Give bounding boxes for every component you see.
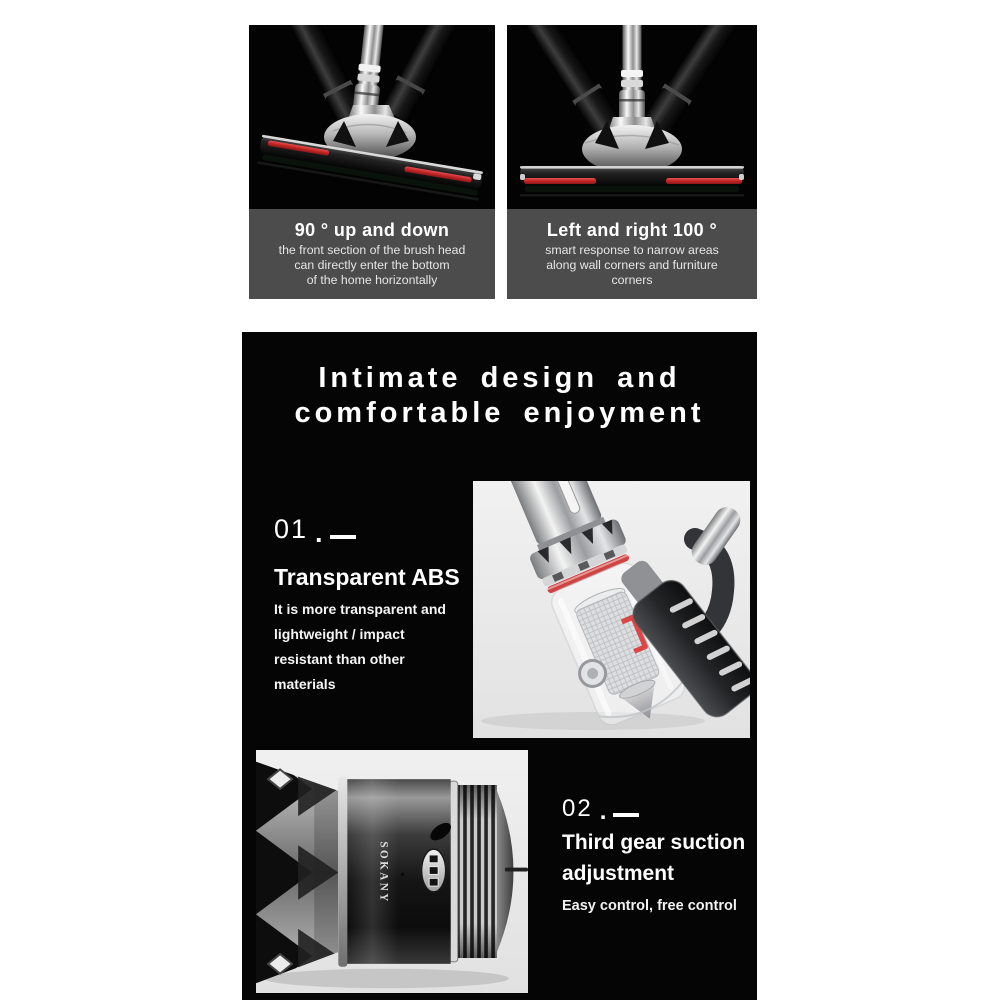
swivel-dome [582, 125, 682, 173]
vacuum-brush-head-tilted-illustration [249, 25, 495, 209]
main-panel [242, 332, 757, 1000]
feature-heading-line: Third gear suction [562, 831, 746, 854]
caption-line: smart response to narrow areas [545, 243, 719, 257]
motor-brand-text: SOKANY [377, 841, 390, 904]
caption-band [507, 209, 757, 299]
turbine-cone [256, 750, 338, 993]
feature-index-dash [330, 535, 356, 539]
caption-title: 90 ° up and down [294, 220, 450, 240]
feature-body-line: materials [274, 676, 336, 692]
vacuum-brush-head-front-illustration [507, 25, 757, 209]
dust-cup-drawing [473, 481, 750, 738]
brush-head-tilted-drawing [249, 25, 495, 209]
caption-line: corners [611, 273, 653, 288]
feature-heading: Transparent ABS [274, 564, 460, 590]
chrome-wand [619, 25, 645, 122]
main-title-line: Intimate design and [318, 362, 681, 394]
feature-body-line: resistant than other [274, 651, 405, 667]
main-title [242, 361, 757, 431]
main-title-line: comfortable enjoyment [294, 397, 705, 429]
brush-bar-front [520, 166, 744, 197]
feature-index-dot: . [599, 798, 607, 825]
feature-index-row [274, 514, 473, 548]
brush-head-front-drawing [507, 25, 757, 209]
feature-index: 01 [274, 514, 309, 544]
feature-transparent-abs [274, 516, 473, 697]
motor-shaft [505, 868, 528, 872]
gear-selector-button [422, 849, 446, 892]
feature-index-row [562, 795, 757, 825]
feature-panel-left-right [507, 25, 757, 299]
feature-heading-line: adjustment [562, 862, 675, 885]
caption-line: of the home horizontally [306, 273, 438, 288]
feature-suction-adjustment [562, 797, 757, 914]
caption-line: can directly enter the bottom [294, 258, 450, 273]
feature-index-dash [613, 813, 639, 817]
feature-panel-up-down [249, 25, 495, 299]
caption-band [249, 209, 495, 299]
feature-body-line: lightweight / impact [274, 626, 405, 642]
feature-note: Easy control, free control [562, 898, 737, 914]
caption-title: Left and right 100 ° [546, 220, 718, 240]
transparent-dust-cup-photo [473, 481, 750, 738]
feature-index-dot: . [315, 517, 323, 548]
feature-index: 02 [562, 795, 593, 822]
motor-photo [256, 750, 528, 993]
caption-line: along wall corners and furniture [546, 258, 718, 273]
caption-line: the front section of the brush head [278, 243, 466, 257]
motor-drawing [256, 750, 528, 993]
feature-body-line: It is more transparent and [274, 601, 446, 617]
